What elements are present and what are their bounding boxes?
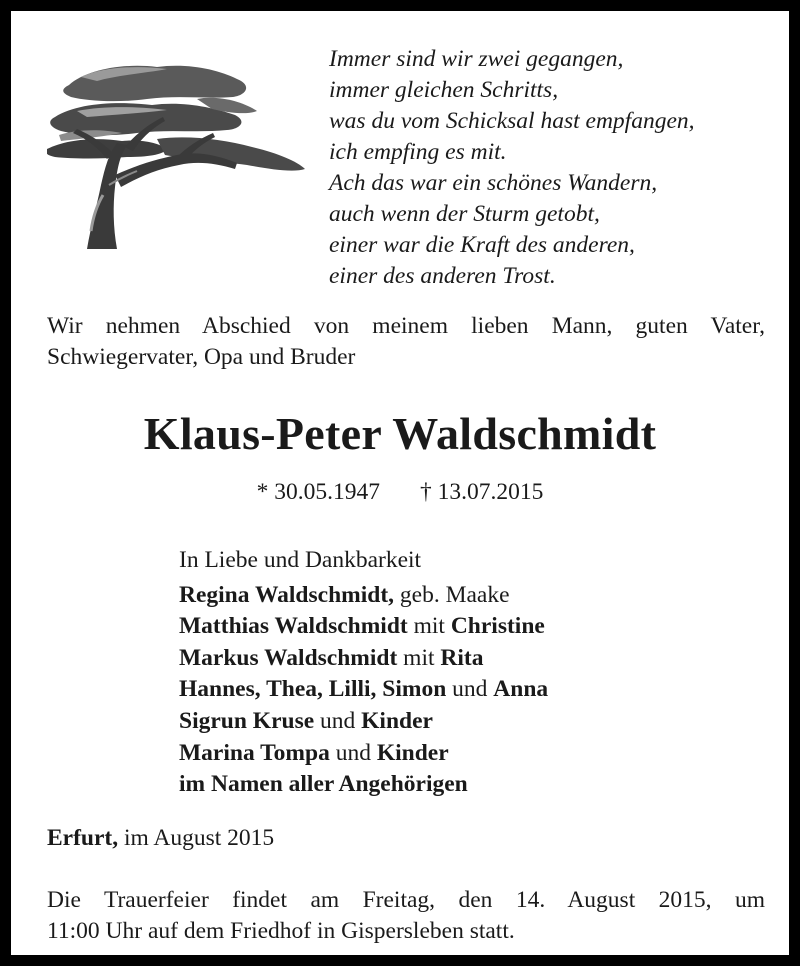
poem-line: einer des anderen Trost.	[329, 263, 556, 289]
mourner-note: geb. Maake	[394, 581, 510, 608]
mourner-line	[179, 738, 548, 770]
mourner-line	[179, 706, 548, 738]
place-and-date	[47, 823, 274, 854]
mourner-name: Kinder	[361, 707, 433, 734]
mourner-connector: mit	[397, 644, 441, 671]
mourner-name: Rita	[440, 644, 484, 671]
mourner-name: Marina Tompa	[179, 739, 330, 766]
farewell-intro	[47, 311, 765, 373]
mourner-name: Hannes, Thea, Lilli, Simon	[179, 676, 447, 703]
mourner-name: Kinder	[376, 739, 449, 766]
city: Erfurt,	[47, 825, 119, 851]
mourner-name: Christine	[450, 613, 545, 640]
poem-line: was du vom Schicksal hast empfangen,	[329, 108, 695, 134]
mourner-line	[179, 580, 548, 612]
mourner-connector: und	[314, 707, 362, 734]
funeral-service-info	[47, 885, 765, 947]
service-line: 11:00 Uhr auf dem Friedhof in Gispersleben statt.	[47, 918, 515, 944]
mourner-name: Markus Waldschmidt	[179, 644, 398, 671]
death-date: † 13.07.2015	[420, 479, 544, 505]
poem-line: ich empfing es mit.	[329, 139, 507, 165]
poem	[329, 44, 695, 292]
mourner-name: Anna	[493, 676, 549, 703]
mourner-line	[179, 769, 548, 801]
mourner-name: Regina Waldschmidt,	[179, 581, 395, 608]
poem-line: Immer sind wir zwei gegangen,	[329, 46, 624, 72]
windswept-tree-icon	[47, 55, 309, 251]
mourner-name: Matthias Waldschmidt	[179, 613, 408, 640]
poem-line: einer war die Kraft des anderen,	[329, 232, 635, 258]
mourners-list	[179, 545, 548, 801]
intro-line: Wir nehmen Abschied von meinem lieben Mann, guten Vater,	[47, 313, 765, 339]
intro-line: Schwiegervater, Opa und Bruder	[47, 344, 356, 370]
notice-date: im August 2015	[118, 825, 275, 851]
mourner-name: im Namen aller Angehörigen	[179, 771, 468, 798]
poem-line: auch wenn der Sturm getobt,	[329, 201, 600, 227]
mourner-connector: und	[446, 676, 494, 703]
poem-line: Ach das war ein schönes Wandern,	[329, 170, 658, 196]
mourner-line	[179, 611, 548, 643]
mourners-lead: In Liebe und Dankbarkeit	[179, 547, 422, 573]
mourner-connector: mit	[407, 613, 451, 640]
poem-line: immer gleichen Schritts,	[329, 77, 559, 103]
service-line: Die Trauerfeier findet am Freitag, den 14. August 2015, um	[47, 887, 765, 913]
mourner-name: Sigrun Kruse	[179, 707, 315, 734]
mourner-line	[179, 674, 548, 706]
mourner-line	[179, 643, 548, 675]
birth-date: * 30.05.1947	[256, 479, 380, 505]
deceased-name: Klaus-Peter Waldschmidt	[143, 408, 657, 459]
mourner-connector: und	[329, 739, 377, 766]
life-dates	[11, 477, 789, 507]
